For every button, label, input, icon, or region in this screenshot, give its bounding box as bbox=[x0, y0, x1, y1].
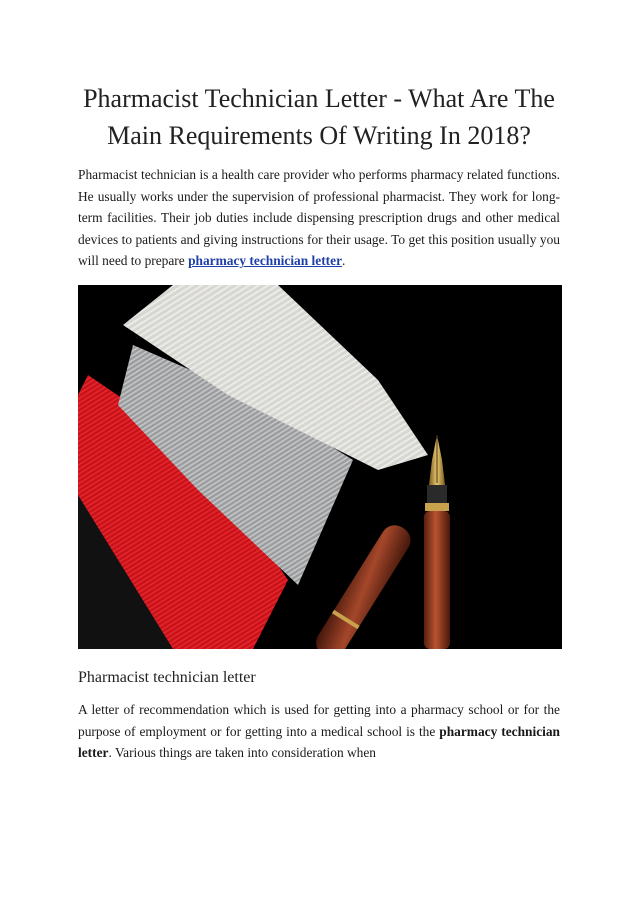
section-text-after: . Various things are taken into consideration when bbox=[108, 745, 376, 761]
intro-paragraph bbox=[78, 164, 560, 272]
intro-end: . bbox=[342, 253, 346, 269]
pharmacy-technician-letter-link[interactable]: pharmacy technician letter bbox=[188, 253, 343, 269]
paper-and-pen-photo bbox=[78, 285, 562, 649]
page-title: Pharmacist Technician Letter - What Are The Main Requirements Of Writing In 2018? bbox=[83, 84, 555, 150]
document-page bbox=[78, 80, 560, 764]
section-bold-text: pharmacy technician letter bbox=[78, 723, 561, 761]
section-heading: Pharmacist technician letter bbox=[78, 668, 256, 686]
section-text-before: A letter of recommendation which is used for getting into a pharmacy school or for the purpose of employment or for getting into a medical school is the bbox=[78, 701, 560, 739]
section-paragraph bbox=[78, 699, 560, 764]
intro-text: Pharmacist technician is a health care provider who performs pharmacy related functions. He usually works under the supervision of professional pharmacist. They work for long-term facilities. Their job duties include dispensing prescription drugs and other medical devices to patients and giving instructions for their usage. To get this position usually you will need to prepare bbox=[78, 167, 560, 269]
